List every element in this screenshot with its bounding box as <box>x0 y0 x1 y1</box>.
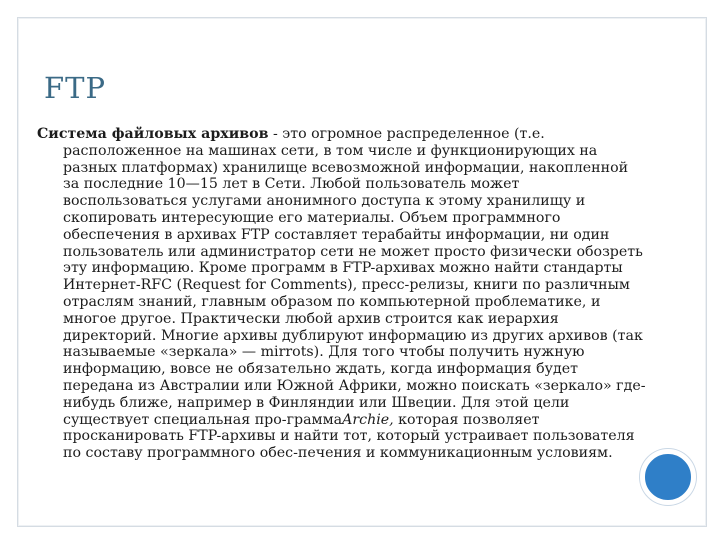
decorative-blue-circle <box>640 449 696 505</box>
archie-program-name: Archie, <box>342 411 394 428</box>
slide-title: FTP <box>44 71 106 105</box>
body-text-part-1: - это огромное распределенное (т.е. расположенное на машинах сети, в том числе и функционирующих на разных платформах) хранилище всевозможной информации, накопленной за последние 10—15 лет в Сети. Любой пользователь может воспользоваться услугами анонимного доступа к этому хранилищу и скопировать интересующие его материалы. Объем программного обеспечения в архивах FTP составляет терабайты информации, ни один пользователь или администратор сети не может просто физически обозреть эту информацию. Кроме программ в FTP-архивах можно найти стандарты Интернет-RFC (Request for Comments), пресс-релизы, книги по различным отраслям знаний, главным образом по компьютерной проблематике, и многое другое. Практически любой архив строится как иерархия директорий. Многие архивы дублируют информацию из других архивов (так называемые «зеркала» — mirrots). Для того чтобы получить нужную информацию, вовсе не обязательно ждать, когда информация будет передана из Австралии или Южной Африки, можно поискать «зеркало» где-нибудь ближе, например в Финляндии или Швеции. Для этой цели существует специальная про-грамма <box>63 126 646 428</box>
body-lead-term: Система файловых архивов <box>37 126 269 142</box>
slide-body-text <box>37 126 648 462</box>
body-text-part-2: которая позволяет просканировать FTP-архивы и найти тот, который устраивает пользователя по составу программного обес-печения и коммуникационным условиям. <box>63 411 635 462</box>
